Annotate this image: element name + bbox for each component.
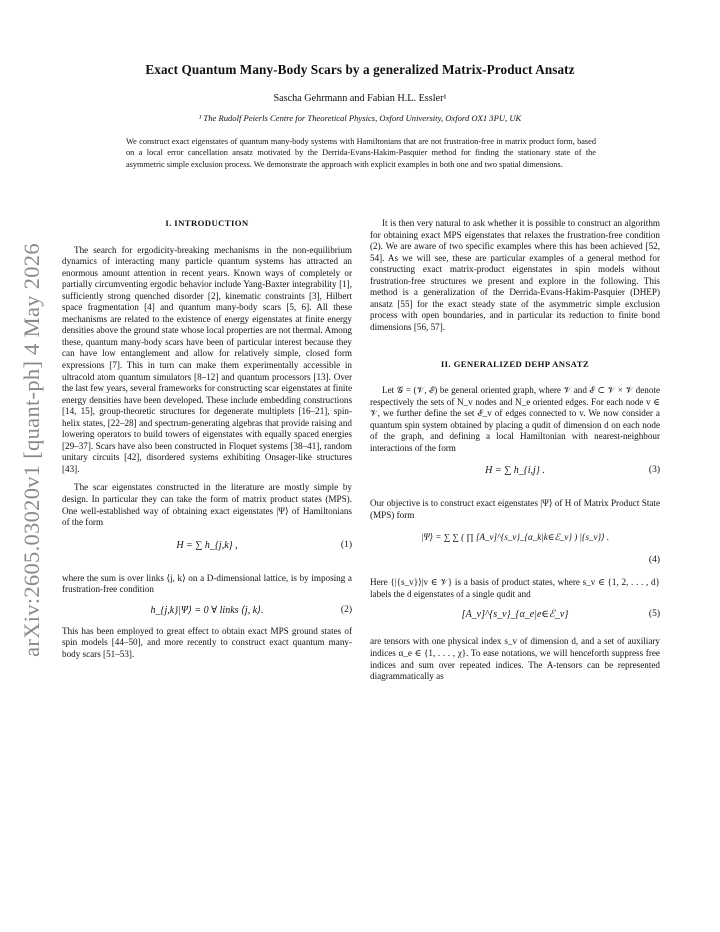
equation-2-number: (2) (340, 604, 352, 615)
left-column (62, 218, 352, 660)
equation-1 (62, 537, 352, 573)
equation-5-body: [A_v]^{s_v}_{α_e|e∈ℰ_v} (461, 609, 569, 621)
paragraph: are tensors with one physical index s_v of dimension d, and a set of auxiliary indices α_e ∈ {1, . . . , χ}. To ease notations, we will henceforth suppress free indices and sum over repeated indices. The A-tensors can be represented diagrammatically as (370, 636, 660, 682)
paragraph: It is then very natural to ask whether it is possible to construct an algorithm for obtaining exact MPS eigenstates that relaxes the frustration-free condition (2). We are aware of two specific examples where this has been achieved [52, 54]. As we will see, these are particular examples of a general method for constructing exact matrix-product eigenstates in spin models without frustration-free structures we present and explore in the following. This method is a generalization of the Derrida-Evans-Hakim-Pasquier (DHEP) ansatz [55] for the exact steady state of the asymmetric simple exclusion process with open boundaries, and in particular its reduction to finite bond dimensions [56, 57]. (370, 218, 660, 332)
paragraph: Our objective is to construct exact eigenstates |Ψ⟩ of H of Matrix Product State (MPS) form (370, 498, 660, 520)
equation-2-body: h_{j,k}|Ψ⟩ = 0 ∀ links ⟨j, k⟩. (150, 604, 264, 616)
equation-2 (62, 602, 352, 626)
equation-3-body: H = ∑ h_{i,j} . (485, 465, 545, 477)
arxiv-identifier: arXiv:2605.03020v1 [quant-ph] 4 May 2026 (19, 243, 44, 657)
arxiv-sidebar (10, 240, 54, 660)
paper-title: Exact Quantum Many-Body Scars by a generalized Matrix-Product Ansatz (145, 62, 575, 77)
equation-4 (370, 529, 660, 577)
paragraph: The search for ergodicity-breaking mechanisms in the non-equilibrium dynamics of interacting many particle quantum systems has attracted an enormous amount attention in recent years. Known ways of completely or partially circumventing ergodic behavior include Yang-Baxter integrability [1], sufficiently strong quenched disorder [2], kinematic constraints [3], Hilbert space fragmentation [4] and quantum many-body scars [5, 6]. All these mechanisms are related to the existence of energy eigenstates at finite energy densities above the ground state whose local properties are not thermal. Among these, quantum many-body scars have been of particular interest because they can have low entanglement and allow for relatively simple, closed form expressions [7]. This in turn can make them experimentally accessible in ultracold atom quantum simulators [8–12] and quantum processors [13]. Over the last few years, several frameworks for constructing scar eigenstates at finite energy densities have been developed. These include embedding constructions [14, 15], group-theoretic structures for degenerate multiplets [16–21], spin-helix states, [22–28] and spectrum-generating algebras that provide raising and lowering operators to build towers of eigenstates with equally spaced energies [29–37]. Scars have also been constructed in Floquet systems [38–41], random unitary circuits [42], disordered systems exhibiting Onsager-like structures [43]. (62, 244, 352, 474)
equation-5-number: (5) (648, 609, 660, 620)
paragraph: The scar eigenstates constructed in the literature are mostly simple by design. In particular they can take the form of matrix product states (MPS). One well-established way of obtaining exact eigenstates |Ψ⟩ of Hamiltonians of the form (62, 482, 352, 528)
paragraph: This has been employed to great effect to obtain exact MPS ground states of spin models [44–50], and more recently to construct exact quantum many-body scars [51–53]. (62, 625, 352, 659)
section-heading-introduction: I. INTRODUCTION (165, 218, 249, 228)
paragraph: where the sum is over links ⟨j, k⟩ on a D-dimensional lattice, is by imposing a frustration-free condition (62, 572, 352, 595)
equation-1-body: H = ∑ h_{j,k} , (176, 539, 238, 551)
paper-authors: Sascha Gehrmann and Fabian H.L. Essler¹ (273, 93, 447, 104)
section-heading-generalized-dehp: II. GENERALIZED DEHP ANSATZ (440, 359, 590, 370)
equation-1-number: (1) (340, 539, 352, 550)
paper-abstract: We construct exact eigenstates of quantum many-body systems with Hamiltonians that are not frustration-free in matrix product form, based on a local error cancellation ansatz motivated by the Derrida-Evans-Hakim-Pasquier method for finding the stationary state of the asymmetric simple exclusion process. We demonstrate the approach with explicit examples in both one and two spatial dimensions. (126, 137, 596, 169)
equation-4-body: |Ψ⟩ = ∑ ∑ ( ∏ [A_v]^{s_v}_{α_k|k∈ℰ_v} ) |{s_v}⟩ . (420, 532, 610, 543)
equation-3-number: (3) (648, 465, 660, 476)
equation-3 (370, 462, 660, 498)
right-column (370, 218, 660, 683)
equation-5 (370, 606, 660, 636)
paragraph: Here {|{s_v}⟩|v ∈ 𝒱} is a basis of product states, where s_v ∈ {1, 2, . . . , d} labels the d eigenstates of a single qudit and (370, 577, 660, 599)
equation-4-number: (4) (648, 555, 660, 566)
paper-affiliation: ¹ The Rudolf Peierls Centre for Theoretical Physics, Oxford University, Oxford OX1 3PU, UK (198, 113, 522, 123)
paragraph: Let 𝒢 = (𝒱, ℰ) be general oriented graph, where 𝒱 and ℰ ⊂ 𝒱 × 𝒱 denote respectively the sets of N_v nodes and N_e oriented edges. For each node v ∈ 𝒱, we further define the set ℰ_v of edges connected to v. We now consider a quantum spin system obtained by placing a qudit of dimension d on each node of the graph, and defining a local Hamiltonian with nearest-neighbour interactions of the form (370, 385, 660, 453)
